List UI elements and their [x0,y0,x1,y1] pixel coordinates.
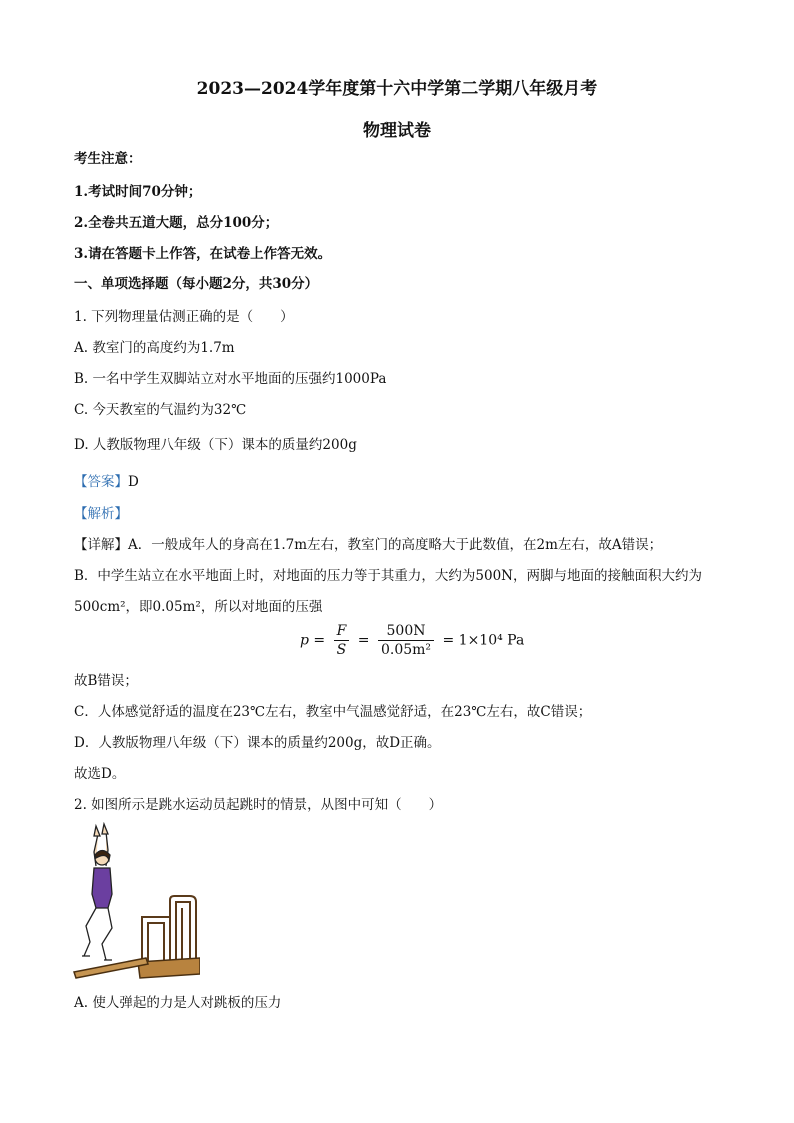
detail-b1: B．中学生站立在水平地面上时，对地面的压力等于其重力，大约为500N，两脚与地面的接触面积大约为 [74,568,702,584]
detail-d: D．人教版物理八年级（下）课本的质量约200g，故D正确。 [74,735,441,751]
answer-value: D [128,474,139,490]
formula-frac-numeric [378,622,434,659]
detail-b2: 500cm²，即0.05m²，所以对地面的压强 [74,599,323,615]
q1-stem: 1. 下列物理量估测正确的是（ ） [74,309,294,325]
diver-illustration [72,822,200,982]
answer-line [74,473,139,491]
notice-heading: 考生注意： [74,151,142,167]
q1-option-b: B. 一名中学生双脚站立对水平地面的压强约1000Pa [74,371,387,387]
section-heading: 一、单项选择题（每小题2分，共30分） [74,276,319,292]
analysis-line [74,505,128,523]
formula-frac1-den: S [336,642,347,658]
formula-lhs: p [300,632,309,649]
formula-frac1-num: F [334,622,350,641]
pressure-formula: p = $\frac{F}{S}$ = $\frac{500N}{\text{0.05m²}}$ = 1×10⁴ Pa [300,623,525,658]
q1-option-a: A. 教室门的高度约为1.7m [74,340,235,356]
notice-item-1: 1.考试时间70分钟； [74,184,202,200]
notice-item-2: 2.全卷共五道大题，总分100分； [74,215,279,231]
detail-c: C．人体感觉舒适的温度在23℃左右，教室中气温感觉舒适，在23℃左右，故C错误； [74,704,592,720]
diving-board [74,958,148,978]
answer-label: 【答案】 [74,474,128,490]
q2-stem: 2. 如图所示是跳水运动员起跳时的情景，从图中可知（ ） [74,797,443,813]
notice-item-3: 3.请在答题卡上作答，在试卷上作答无效。 [74,246,332,262]
analysis-label: 【解析】 [74,506,128,522]
detail-a-line [74,536,662,554]
q1-option-c: C. 今天教室的气温约为32℃ [74,402,247,418]
q1-option-d: D. 人教版物理八年级（下）课本的质量约200g [74,437,357,453]
exam-subtitle: 物理试卷 [363,121,431,141]
formula-rhs: = 1×10⁴ Pa [442,632,525,649]
detail-b3: 故B错误； [74,673,138,689]
detail-a: A．一般成年人的身高在1.7m左右，教室门的高度略大于此数值，在2m左右，故A错误； [128,537,663,553]
conclusion: 故选D。 [74,766,126,782]
detail-label: 【详解】 [74,537,128,553]
formula-frac2-den: 0.05m² [380,642,432,658]
exam-title: 2023—2024学年度第十六中学第二学期八年级月考 [196,79,598,99]
q2-option-a: A. 使人弹起的力是人对跳板的压力 [74,995,282,1011]
diver-figure [82,824,112,960]
formula-frac-symbolic [334,622,350,659]
formula-frac2-num: 500N [378,622,434,641]
